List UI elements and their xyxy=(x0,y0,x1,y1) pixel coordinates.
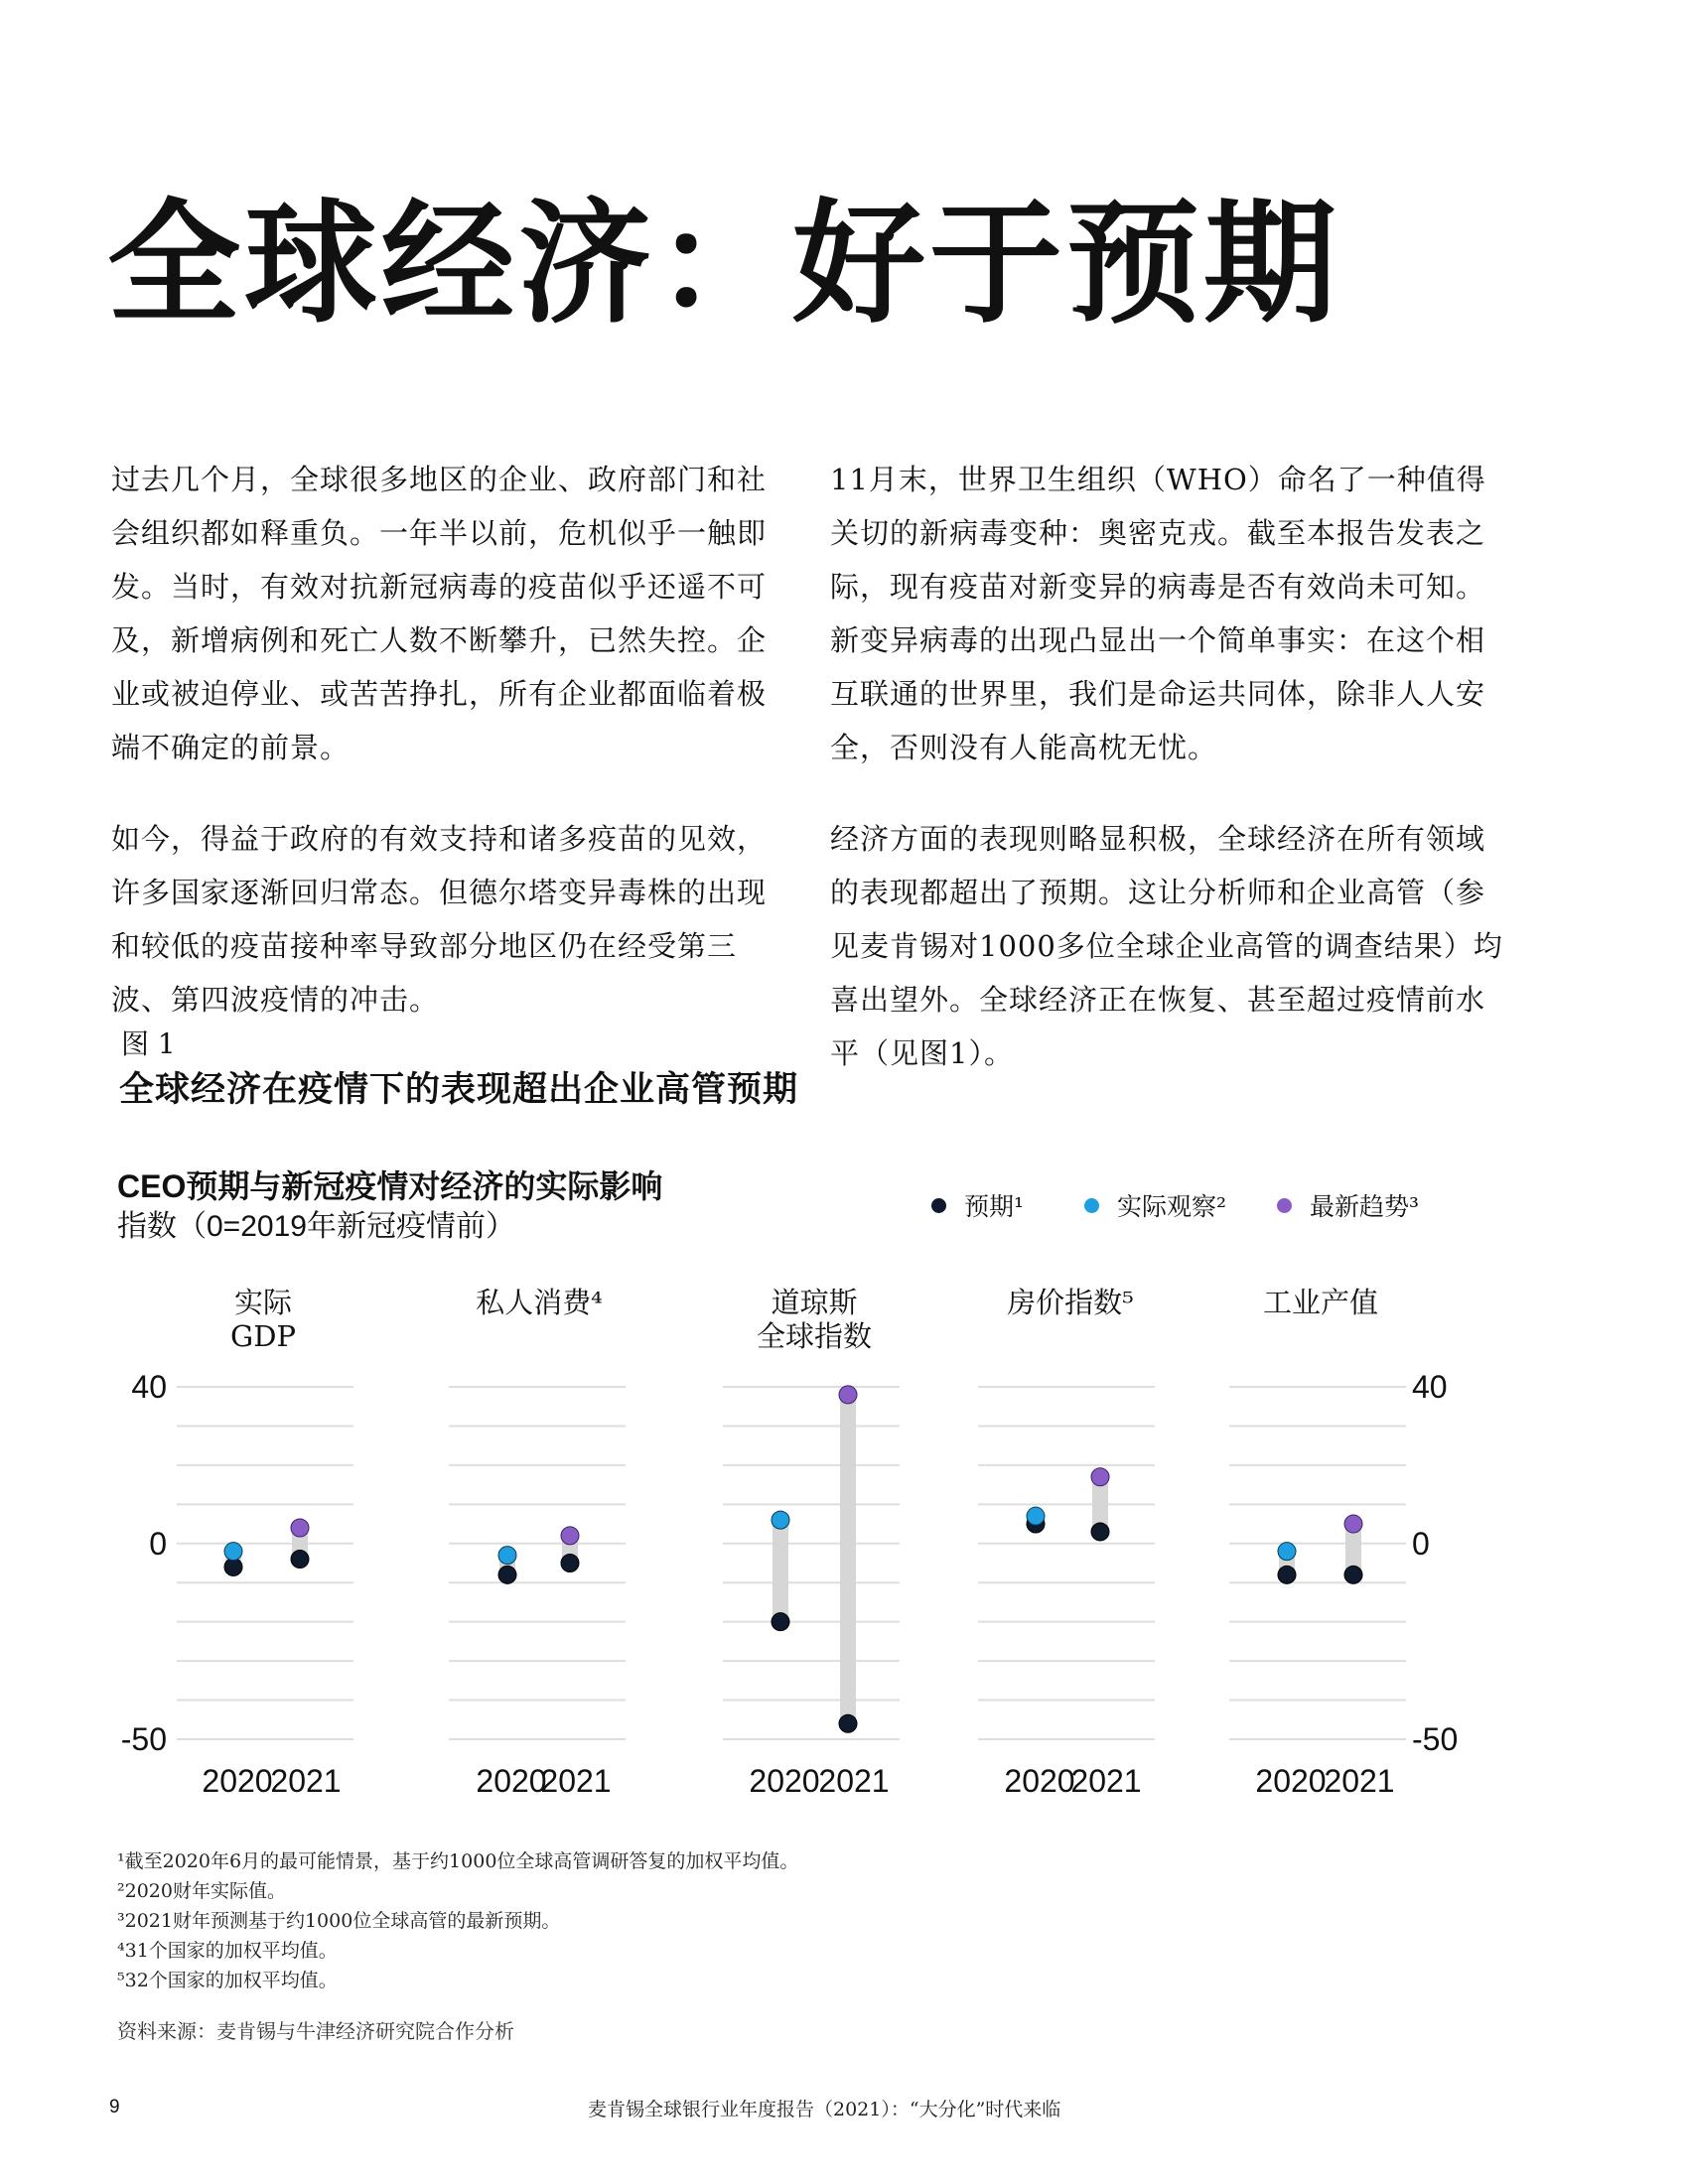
y-tick-label-left: 40 xyxy=(131,1369,167,1405)
x-tick-label: 2021 xyxy=(270,1763,342,1799)
panel-title: 私人消费⁴ xyxy=(476,1286,603,1319)
connector-2021 xyxy=(840,1395,856,1723)
footnote: ⁵32个国家的加权平均值。 xyxy=(117,1970,338,1991)
legend-label: 最新趋势³ xyxy=(1310,1192,1420,1221)
x-tick-label: 2020 xyxy=(476,1763,547,1799)
chart-subtitle: CEO预期与新冠疫情对经济的实际影响 xyxy=(117,1168,663,1204)
y-tick-label-left: 0 xyxy=(149,1525,167,1562)
point-observed-2020 xyxy=(1027,1507,1045,1525)
panel-title: 实际 xyxy=(233,1286,293,1319)
page-footer: 麦肯锡全球银行业年度报告（2021）：“大分化”时代来临 xyxy=(588,2099,1061,2120)
y-tick-label-left: -50 xyxy=(120,1721,167,1757)
point-trend-2021 xyxy=(839,1386,857,1404)
x-tick-label: 2020 xyxy=(749,1763,820,1799)
point-expected-2020 xyxy=(498,1566,516,1583)
y-tick-label-right: -50 xyxy=(1412,1721,1459,1757)
panel-title: 道琼斯 xyxy=(771,1286,858,1319)
source-note: 资料来源：麦肯锡与牛津经济研究院合作分析 xyxy=(117,2019,514,2043)
footnote: ²2020财年实际值。 xyxy=(117,1880,286,1902)
panel-title: 工业产值 xyxy=(1262,1286,1379,1319)
y-tick-label-right: 40 xyxy=(1412,1369,1448,1405)
footnotes xyxy=(117,1846,798,1995)
x-tick-label: 2021 xyxy=(1070,1763,1142,1799)
legend-label: 实际观察² xyxy=(1117,1192,1227,1221)
point-observed-2020 xyxy=(498,1547,516,1565)
x-tick-label: 2021 xyxy=(540,1763,612,1799)
panel-title: 全球指数 xyxy=(756,1319,873,1353)
point-observed-2020 xyxy=(772,1511,789,1529)
point-expected-2021 xyxy=(1344,1566,1362,1583)
y-tick-label-right: 0 xyxy=(1412,1525,1430,1562)
point-trend-2021 xyxy=(291,1519,309,1537)
point-observed-2020 xyxy=(224,1543,242,1561)
paragraph: 过去几个月，全球很多地区的企业、政府部门和社会组织都如释重负。一年半以前，危机似乎一触即发。当时，有效对抗新冠病毒的疫苗似乎还遥不可及，新增病例和死亡人数不断攀升，已然失控。企业或被迫停业、或苦苦挣扎，所有企业都面临着极端不确定的前景。 xyxy=(111,463,768,764)
point-expected-2020 xyxy=(772,1613,789,1631)
point-expected-2021 xyxy=(291,1551,309,1569)
panel-title: 房价指数⁵ xyxy=(1007,1286,1134,1319)
x-tick-label: 2021 xyxy=(818,1763,890,1799)
point-trend-2021 xyxy=(1091,1468,1109,1486)
paragraph: 11月末，世界卫生组织（WHO）命名了一种值得关切的新病毒变种：奥密克戎。截至本报告发表之际，现有疫苗对新变异的病毒是否有效尚未可知。新变异病毒的出现凸显出一个简单事实：在这个相互联通的世界里，我们是命运共同体，除非人人安全，否则没有人能高枕无忧。 xyxy=(830,463,1486,764)
page-title: 全球经济：好于预期 xyxy=(107,185,1341,341)
footnote: ³2021财年预测基于约1000位全球高管的最新预期。 xyxy=(117,1910,561,1932)
figure-label: 图 1 xyxy=(121,1027,176,1060)
point-expected-2020 xyxy=(1278,1566,1296,1583)
point-observed-2020 xyxy=(1278,1543,1296,1561)
footnote: ¹截至2020年6月的最可能情景，基于约1000位全球高管调研答复的加权平均值。 xyxy=(117,1850,799,1872)
connector-2020 xyxy=(773,1520,788,1622)
paragraph: 如今，得益于政府的有效支持和诸多疫苗的见效，许多国家逐渐回归常态。但德尔塔变异毒株的出现和较低的疫苗接种率导致部分地区仍在经受第三波、第四波疫情的冲击。 xyxy=(111,822,768,1017)
x-tick-label: 2020 xyxy=(1255,1763,1327,1799)
legend-label: 预期¹ xyxy=(964,1192,1025,1221)
panel-title: GDP xyxy=(230,1319,296,1353)
point-trend-2021 xyxy=(1344,1515,1362,1533)
paragraph: 经济方面的表现则略显积极，全球经济在所有领域的表现都超出了预期。这让分析师和企业高管（参见麦肯锡对1000多位全球企业高管的调查结果）均喜出望外。全球经济正在恢复、甚至超过疫情前水平（见图1）。 xyxy=(830,822,1503,1070)
point-expected-2021 xyxy=(561,1555,579,1572)
point-trend-2021 xyxy=(561,1527,579,1545)
x-tick-label: 2021 xyxy=(1324,1763,1395,1799)
x-tick-label: 2020 xyxy=(1004,1763,1075,1799)
point-expected-2021 xyxy=(1091,1523,1109,1541)
x-tick-label: 2020 xyxy=(202,1763,273,1799)
chart-index-label: 指数（0=2019年新冠疫情前） xyxy=(117,1210,515,1243)
footnote: ⁴31个国家的加权平均值。 xyxy=(117,1940,338,1962)
page-number: 9 xyxy=(109,2097,120,2117)
figure-title: 全球经济在疫情下的表现超出企业高管预期 xyxy=(119,1069,799,1110)
point-expected-2021 xyxy=(839,1714,857,1732)
